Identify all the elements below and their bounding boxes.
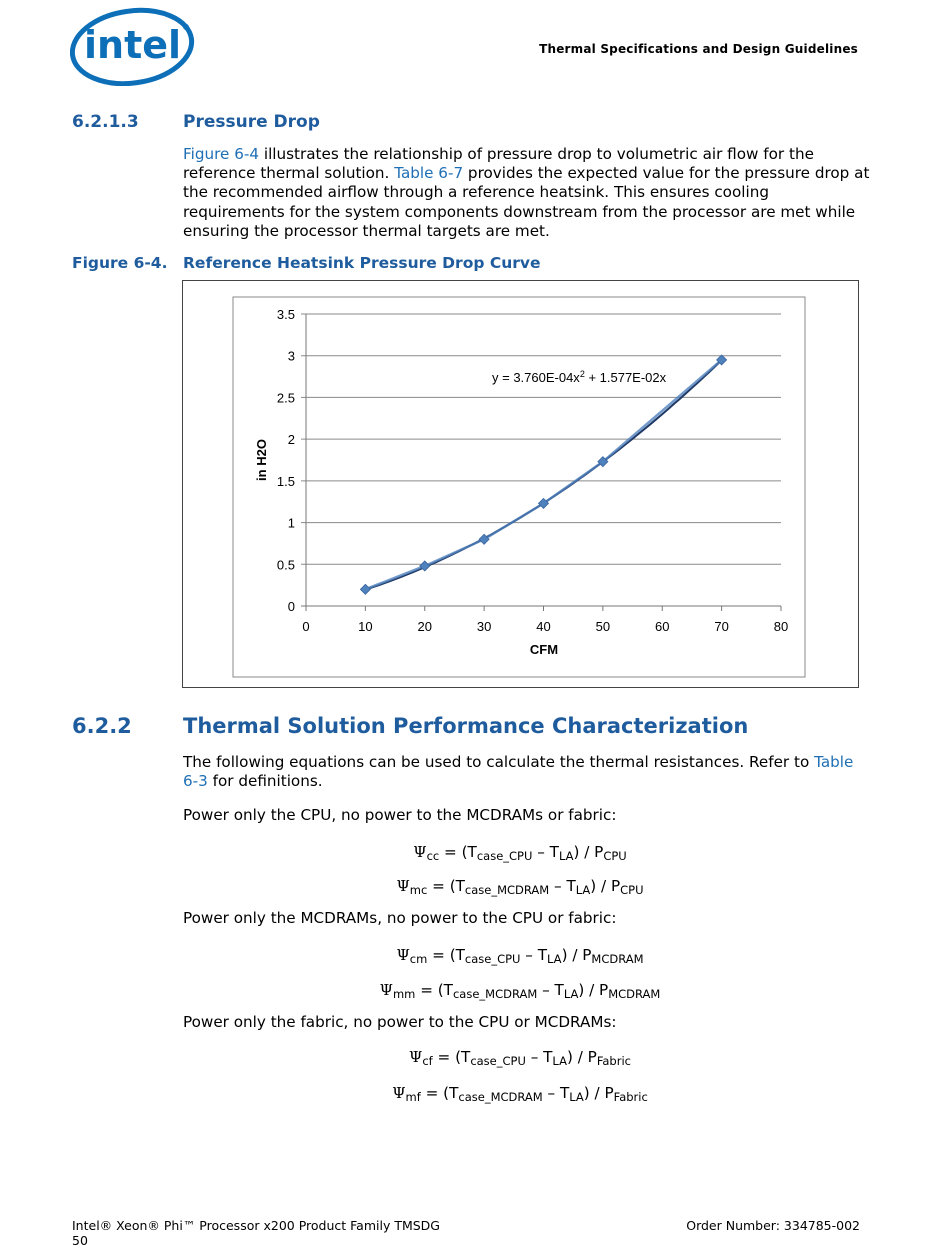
x-tick-label: 50 [595,619,611,634]
condition-label: Power only the CPU, no power to the MCDRAMs or fabric: [183,806,617,824]
y-tick-label: 0.5 [276,557,295,573]
section-title: Thermal Solution Performance Characterization [183,714,749,738]
y-tick-label: 0 [287,599,295,614]
figure-link[interactable]: Figure 6-4 [183,145,260,163]
section-number: 6.2.2 [72,714,132,738]
section-title: Pressure Drop [183,112,320,132]
condition-label: Power only the fabric, no power to the CPU or MCDRAMs: [183,1013,617,1031]
equation: $\Psi_{mf} = (T_{case\_MCDRAM} - T_{LA}) / P_{Fabric}$ [392,1084,648,1104]
intel-logo [70,6,198,86]
y-tick-label: 2 [287,432,295,448]
logo-text: intel [84,23,182,67]
svg-text:®: ® [182,23,190,32]
x-tick-label: 30 [476,619,492,634]
y-tick-label: 3 [287,348,295,364]
equation: $\Psi_{mc} = (T_{case\_MCDRAM} - T_{LA}) / P_{CPU}$ [396,877,644,897]
section-number: 6.2.1.3 [72,112,139,132]
running-header: Thermal Specifications and Design Guidelines [539,42,858,56]
equation: $\Psi_{mm} = (T_{case\_MCDRAM} - T_{LA}) / P_{MCDRAM}$ [379,981,661,1001]
footer-product: Intel® Xeon® Phi™ Processor x200 Product Family TMSDG [72,1218,440,1233]
figure-label: Figure 6-4. [72,254,168,272]
x-tick-label: 10 [358,619,373,634]
intro-paragraph: The following equations can be used to calculate the thermal resistances. Refer to Table 6-3 for definitions. [183,753,854,791]
equation: $\Psi_{cc} = (T_{case\_CPU} - T_{LA}) / P_{CPU}$ [413,843,627,863]
trendline-equation: $y = 3.760E-04x^2 + 1.577E-02x$ [492,369,667,385]
x-tick-label: 60 [655,619,670,634]
equation: $\Psi_{cf} = (T_{case\_CPU} - T_{LA}) / P_{Fabric}$ [409,1048,631,1068]
equation: $\Psi_{cm} = (T_{case\_CPU} - T_{LA}) / P_{MCDRAM}$ [396,946,644,966]
y-tick-label: 2.5 [276,390,295,406]
table-link[interactable]: Table 6-7 [394,164,464,183]
x-tick-label: 40 [536,619,551,634]
pressure-drop-chart [182,280,859,688]
table-link[interactable]: Table 6-3 [183,753,854,791]
y-tick-label: 1 [287,515,295,531]
x-tick-label: 20 [417,619,432,634]
figure-title: Reference Heatsink Pressure Drop Curve [183,254,541,272]
x-tick-label: 0 [302,619,310,634]
condition-label: Power only the MCDRAMs, no power to the CPU or fabric: [183,909,617,927]
x-tick-label: 70 [714,619,729,634]
y-tick-label: 3.5 [276,307,295,322]
page-number: 50 [72,1233,88,1248]
pressure-drop-paragraph: Figure 6-4 illustrates the relationship of pressure drop to volumetric air flow for the reference thermal solution. Table 6-7 provides the expected value for the pressure drop at the recommended airflow through a reference heatsink. This ensures cooling requirements for the system components downstream from the processor are met while ensuring the processor thermal targets are met. [183,145,870,240]
y-tick-label: 1.5 [276,473,295,489]
footer-order-number: Order Number: 334785-002 [686,1218,860,1233]
x-axis-label: CFM [529,642,559,657]
x-tick-label: 80 [773,619,789,634]
y-axis-label: in H2O [254,439,269,481]
